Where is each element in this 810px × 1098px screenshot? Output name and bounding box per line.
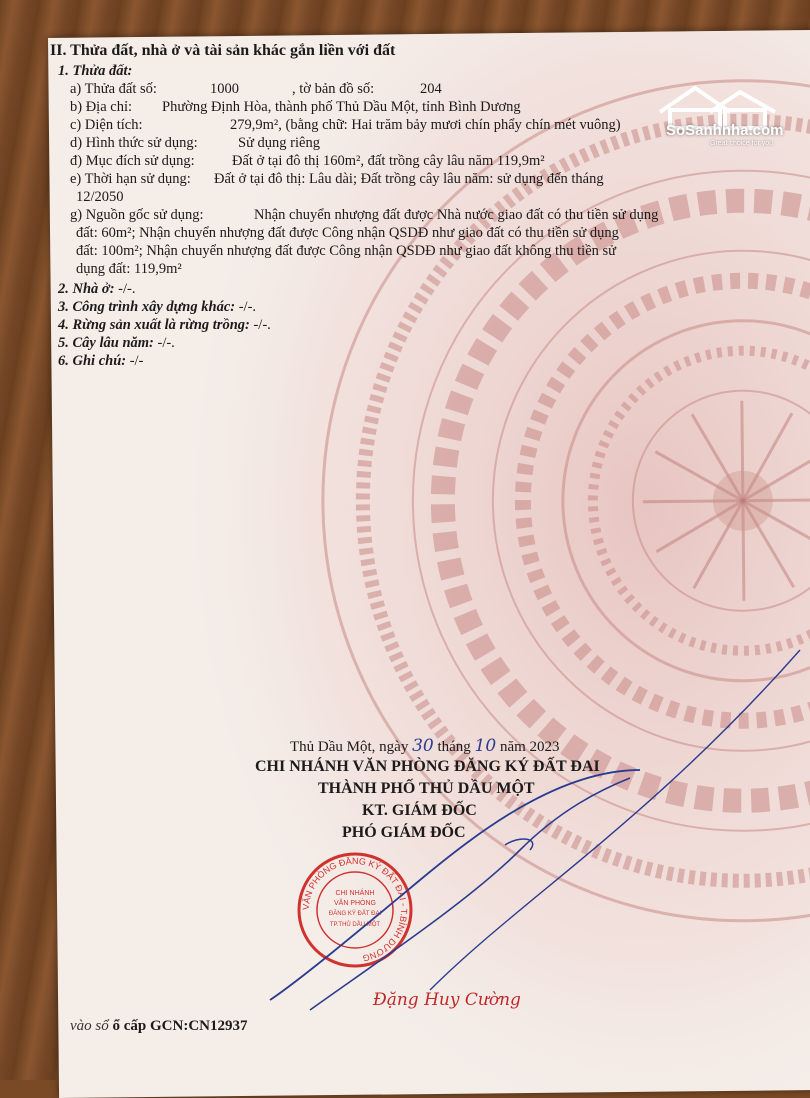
origin-value-4: dụng đất: 119,9m² — [76, 261, 182, 277]
usage-purpose-label: đ) Mục đích sử dụng: — [70, 153, 195, 169]
certificate-body — [50, 42, 750, 370]
forest-item: 4. Rừng sản xuất là rừng trồng: -/-. — [58, 317, 271, 333]
map-sheet-label: , tờ bản đồ số: — [292, 81, 375, 97]
address-label: b) Địa chỉ: — [70, 99, 133, 115]
area-row — [70, 116, 750, 134]
usage-form-value: Sử dụng riêng — [238, 135, 320, 151]
date-day: 30 — [412, 736, 434, 756]
official-stamp — [295, 850, 415, 970]
stamp-center-1: CHI NHÁNH — [335, 890, 375, 897]
date-month: 10 — [474, 736, 497, 756]
usage-form-row — [70, 134, 750, 152]
org-line-1: CHI NHÁNH VĂN PHÒNG ĐĂNG KÝ ĐẤT ĐAI — [255, 758, 600, 775]
usage-term-label: e) Thời hạn sử dụng: — [70, 171, 191, 187]
stamp-center-2: VĂN PHÒNG — [333, 900, 377, 907]
other-items-list — [58, 280, 750, 370]
map-sheet-value: 204 — [420, 81, 442, 97]
stamp-center-4: TP.THỦ DẦU MỘT — [329, 922, 381, 928]
perennial-item: 5. Cây lâu năm: -/-. — [58, 335, 175, 351]
origin-label: g) Nguồn gốc sử dụng: — [70, 207, 204, 223]
parcel-number-row — [70, 80, 750, 98]
area-value: 279,9m², (bằng chữ: Hai trăm bảy mươi chín phẩy chín mét vuông) — [230, 117, 621, 133]
handwritten-prefix: vào sổ — [70, 1018, 109, 1034]
signer-name: Đặng Huy Cường — [373, 990, 521, 1010]
stamp-seal-icon — [295, 850, 415, 970]
house-item: 2. Nhà ở: -/-. — [58, 281, 136, 297]
address-value: Phường Định Hòa, thành phố Thủ Dầu Một, tỉnh Bình Dương — [162, 99, 521, 115]
stamp-ring-text: VĂN PHÒNG ĐĂNG KÝ ĐẤT ĐAI - T.BÌNH DƯƠNG — [300, 855, 410, 964]
parcel-number-value: 1000 — [210, 81, 239, 97]
certificate-number: CN12937 — [188, 1018, 248, 1034]
certificate-number-line — [70, 1018, 248, 1035]
place-date: Thủ Dầu Một, ngày 30 tháng 10 năm 2023 — [290, 736, 560, 756]
stamp-center-3: ĐĂNG KÝ ĐẤT ĐAI — [328, 911, 382, 917]
construction-item: 3. Công trình xây dựng khác: -/-. — [58, 299, 257, 315]
area-label: c) Diện tích: — [70, 117, 143, 133]
usage-term-row — [70, 170, 750, 188]
date-year: 2023 — [529, 739, 560, 755]
title-line-2: PHÓ GIÁM ĐỐC — [342, 824, 466, 841]
certificate-label: ổ cấp GCN: — [112, 1018, 189, 1034]
origin-value-1: Nhận chuyển nhượng đất được Nhà nước giao đất có thu tiền sử dụng — [254, 207, 659, 223]
usage-term-cont: 12/2050 — [76, 189, 124, 205]
usage-term-value: Đất ở tại đô thị: Lâu dài; Đất trồng cây lâu năm: sử dụng đến tháng — [214, 171, 604, 187]
origin-row — [70, 206, 750, 224]
watermark-tagline: Great choice for you — [710, 140, 774, 147]
title-line-1: KT. GIÁM ĐỐC — [362, 802, 477, 819]
origin-value-3: đất: 100m²; Nhận chuyển nhượng đất được Công nhận QSDĐ như giao đất không thu tiền sử — [76, 243, 617, 259]
section-title: II. Thửa đất, nhà ở và tài sản khác gắn liền với đất — [50, 42, 396, 59]
usage-form-label: d) Hình thức sử dụng: — [70, 135, 198, 151]
origin-value-2: đất: 60m²; Nhận chuyển nhượng đất được Công nhận QSDĐ như giao đất có thu tiền sử dụng — [76, 225, 619, 241]
parcel-number-label: a) Thửa đất số: — [70, 81, 157, 97]
watermark-brand: SoSanhnha.com — [666, 122, 784, 139]
usage-purpose-row — [70, 152, 750, 170]
org-line-2: THÀNH PHỐ THỦ DẦU MỘT — [318, 780, 535, 797]
usage-purpose-value: Đất ở tại đô thị 160m², đất trồng cây lâu năm 119,9m² — [232, 153, 545, 169]
address-row — [70, 98, 750, 116]
notes-item: 6. Ghi chú: -/- — [58, 353, 144, 369]
parcel-heading: 1. Thửa đất: — [58, 63, 133, 79]
